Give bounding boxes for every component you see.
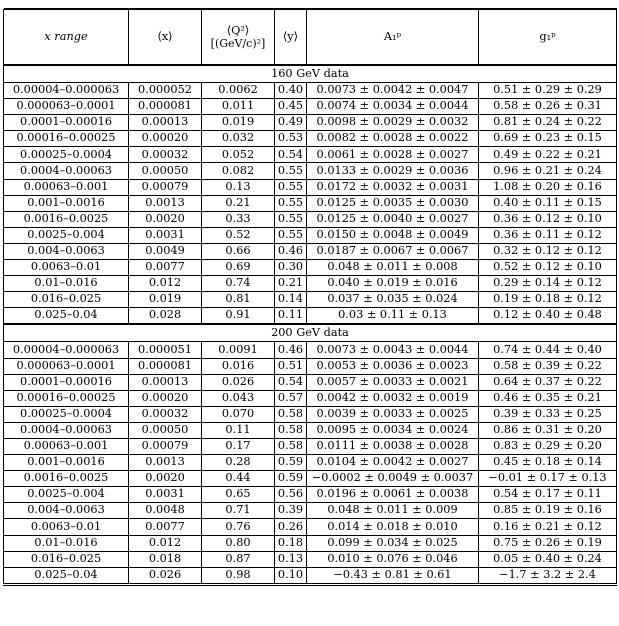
- cell-mean-y: 0.58: [275, 438, 307, 454]
- cell-mean-x: 0.0077: [129, 519, 202, 535]
- table-row: [4, 487, 617, 503]
- cell-mean-q2: 0.032: [202, 131, 275, 147]
- cell-g1p: 0.49 ± 0.22 ± 0.21: [479, 147, 617, 163]
- cell-mean-q2: 0.17: [202, 438, 275, 454]
- table-row: [4, 358, 617, 374]
- cell-mean-x: 0.000051: [129, 342, 202, 358]
- cell-mean-q2: 0.81: [202, 292, 275, 308]
- cell-a1p: 0.0074 ± 0.0034 ± 0.0044: [307, 99, 479, 115]
- cell-mean-q2: 0.74: [202, 276, 275, 292]
- table-row: [4, 519, 617, 535]
- cell-mean-y: 0.39: [275, 503, 307, 519]
- cell-g1p: 0.54 ± 0.17 ± 0.11: [479, 487, 617, 503]
- table-row: [4, 115, 617, 131]
- cell-a1p: 0.0187 ± 0.0067 ± 0.0067: [307, 243, 479, 259]
- cell-x-range: 0.0001–0.00016: [4, 374, 129, 390]
- cell-a1p: 0.048 ± 0.011 ± 0.009: [307, 503, 479, 519]
- cell-a1p: 0.010 ± 0.076 ± 0.046: [307, 551, 479, 567]
- cell-mean-x: 0.012: [129, 276, 202, 292]
- cell-g1p: 0.75 ± 0.26 ± 0.19: [479, 535, 617, 551]
- header-mean-q2-unit: [(GeV/c)²]: [210, 37, 266, 50]
- table-row: [4, 211, 617, 227]
- table-row: [4, 422, 617, 438]
- cell-mean-q2: 0.52: [202, 227, 275, 243]
- table-row: [4, 438, 617, 454]
- cell-mean-x: 0.00032: [129, 147, 202, 163]
- cell-g1p: 0.12 ± 0.40 ± 0.48: [479, 308, 617, 325]
- cell-mean-q2: 0.80: [202, 535, 275, 551]
- cell-mean-q2: 0.052: [202, 147, 275, 163]
- cell-x-range: 0.00063–0.001: [4, 179, 129, 195]
- cell-mean-y: 0.18: [275, 535, 307, 551]
- cell-mean-y: 0.57: [275, 390, 307, 406]
- cell-x-range: 0.0004–0.00063: [4, 422, 129, 438]
- cell-mean-x: 0.0077: [129, 260, 202, 276]
- cell-g1p: 0.36 ± 0.12 ± 0.10: [479, 211, 617, 227]
- table-row: [4, 503, 617, 519]
- cell-g1p: 0.29 ± 0.14 ± 0.12: [479, 276, 617, 292]
- cell-mean-x: 0.026: [129, 567, 202, 584]
- cell-x-range: 0.001–0.0016: [4, 455, 129, 471]
- cell-mean-q2: 0.043: [202, 390, 275, 406]
- cell-x-range: 0.000063–0.0001: [4, 358, 129, 374]
- cell-mean-y: 0.59: [275, 455, 307, 471]
- cell-g1p: 0.58 ± 0.39 ± 0.22: [479, 358, 617, 374]
- table-row: [4, 227, 617, 243]
- cell-a1p: 0.040 ± 0.019 ± 0.016: [307, 276, 479, 292]
- cell-mean-x: 0.000081: [129, 358, 202, 374]
- cell-a1p: −0.0002 ± 0.0049 ± 0.0037: [307, 471, 479, 487]
- cell-mean-x: 0.000052: [129, 83, 202, 99]
- cell-mean-y: 0.49: [275, 115, 307, 131]
- cell-g1p: 0.39 ± 0.33 ± 0.25: [479, 406, 617, 422]
- cell-mean-y: 0.53: [275, 131, 307, 147]
- cell-a1p: 0.0042 ± 0.0032 ± 0.0019: [307, 390, 479, 406]
- cell-a1p: 0.0150 ± 0.0048 ± 0.0049: [307, 227, 479, 243]
- cell-mean-x: 0.018: [129, 551, 202, 567]
- cell-g1p: 0.36 ± 0.11 ± 0.12: [479, 227, 617, 243]
- cell-mean-y: 0.55: [275, 195, 307, 211]
- cell-g1p: 0.19 ± 0.18 ± 0.12: [479, 292, 617, 308]
- cell-a1p: −0.43 ± 0.81 ± 0.61: [307, 567, 479, 584]
- cell-mean-y: 0.51: [275, 358, 307, 374]
- cell-mean-x: 0.0013: [129, 195, 202, 211]
- cell-mean-q2: 0.71: [202, 503, 275, 519]
- cell-g1p: 0.86 ± 0.31 ± 0.20: [479, 422, 617, 438]
- cell-mean-y: 0.21: [275, 276, 307, 292]
- cell-a1p: 0.0133 ± 0.0029 ± 0.0036: [307, 163, 479, 179]
- header-mean-y: ⟨y⟩: [275, 10, 307, 66]
- cell-mean-x: 0.028: [129, 308, 202, 325]
- table-row: [4, 292, 617, 308]
- cell-x-range: 0.025–0.04: [4, 308, 129, 325]
- cell-a1p: 0.0073 ± 0.0043 ± 0.0044: [307, 342, 479, 358]
- table-row: [4, 471, 617, 487]
- cell-mean-x: 0.0031: [129, 227, 202, 243]
- cell-a1p: 0.037 ± 0.035 ± 0.024: [307, 292, 479, 308]
- header-a1p: A₁ᵖ: [307, 10, 479, 66]
- cell-x-range: 0.000063–0.0001: [4, 99, 129, 115]
- cell-mean-q2: 0.0062: [202, 83, 275, 99]
- cell-x-range: 0.016–0.025: [4, 292, 129, 308]
- cell-g1p: 0.64 ± 0.37 ± 0.22: [479, 374, 617, 390]
- cell-mean-q2: 0.44: [202, 471, 275, 487]
- cell-mean-x: 0.0049: [129, 243, 202, 259]
- cell-mean-y: 0.56: [275, 487, 307, 503]
- cell-a1p: 0.0057 ± 0.0033 ± 0.0021: [307, 374, 479, 390]
- cell-mean-y: 0.46: [275, 243, 307, 259]
- cell-mean-q2: 0.011: [202, 99, 275, 115]
- cell-mean-y: 0.45: [275, 99, 307, 115]
- table-row: [4, 99, 617, 115]
- cell-mean-x: 0.00050: [129, 163, 202, 179]
- cell-g1p: 0.52 ± 0.12 ± 0.10: [479, 260, 617, 276]
- header-mean-x: ⟨x⟩: [129, 10, 202, 66]
- cell-mean-q2: 0.11: [202, 422, 275, 438]
- cell-a1p: 0.0053 ± 0.0036 ± 0.0023: [307, 358, 479, 374]
- cell-x-range: 0.0016–0.0025: [4, 471, 129, 487]
- cell-mean-q2: 0.0091: [202, 342, 275, 358]
- cell-mean-q2: 0.016: [202, 358, 275, 374]
- cell-mean-q2: 0.026: [202, 374, 275, 390]
- cell-mean-x: 0.019: [129, 292, 202, 308]
- cell-mean-y: 0.54: [275, 374, 307, 390]
- cell-mean-x: 0.00050: [129, 422, 202, 438]
- cell-mean-x: 0.0048: [129, 503, 202, 519]
- cell-a1p: 0.0082 ± 0.0028 ± 0.0022: [307, 131, 479, 147]
- cell-mean-y: 0.14: [275, 292, 307, 308]
- cell-g1p: 0.58 ± 0.26 ± 0.31: [479, 99, 617, 115]
- cell-x-range: 0.01–0.016: [4, 276, 129, 292]
- section-header-row: [4, 324, 617, 342]
- cell-g1p: 0.45 ± 0.18 ± 0.14: [479, 455, 617, 471]
- results-table: [3, 8, 617, 586]
- cell-mean-y: 0.55: [275, 211, 307, 227]
- cell-x-range: 0.016–0.025: [4, 551, 129, 567]
- cell-x-range: 0.004–0.0063: [4, 243, 129, 259]
- table-row: [4, 83, 617, 99]
- cell-g1p: 0.74 ± 0.44 ± 0.40: [479, 342, 617, 358]
- cell-x-range: 0.0016–0.0025: [4, 211, 129, 227]
- cell-g1p: −1.7 ± 3.2 ± 2.4: [479, 567, 617, 584]
- header-g1p: g₁ᵖ: [479, 10, 617, 66]
- cell-mean-y: 0.40: [275, 83, 307, 99]
- cell-mean-q2: 0.28: [202, 455, 275, 471]
- cell-mean-y: 0.11: [275, 308, 307, 325]
- table-row: [4, 243, 617, 259]
- table-row: [4, 390, 617, 406]
- cell-mean-x: 0.00032: [129, 406, 202, 422]
- cell-mean-x: 0.0031: [129, 487, 202, 503]
- cell-x-range: 0.0025–0.004: [4, 227, 129, 243]
- cell-mean-q2: 0.21: [202, 195, 275, 211]
- cell-mean-y: 0.59: [275, 471, 307, 487]
- cell-x-range: 0.004–0.0063: [4, 503, 129, 519]
- cell-x-range: 0.00016–0.00025: [4, 390, 129, 406]
- cell-mean-q2: 0.082: [202, 163, 275, 179]
- cell-mean-y: 0.58: [275, 422, 307, 438]
- cell-g1p: −0.01 ± 0.17 ± 0.13: [479, 471, 617, 487]
- section-header-row: [4, 65, 617, 83]
- cell-x-range: 0.00004–0.000063: [4, 83, 129, 99]
- cell-a1p: 0.0196 ± 0.0061 ± 0.0038: [307, 487, 479, 503]
- cell-mean-y: 0.10: [275, 567, 307, 584]
- cell-a1p: 0.0125 ± 0.0035 ± 0.0030: [307, 195, 479, 211]
- cell-mean-q2: 0.13: [202, 179, 275, 195]
- cell-g1p: 0.16 ± 0.21 ± 0.12: [479, 519, 617, 535]
- cell-a1p: 0.03 ± 0.11 ± 0.13: [307, 308, 479, 325]
- cell-g1p: 0.96 ± 0.21 ± 0.24: [479, 163, 617, 179]
- cell-g1p: 0.40 ± 0.11 ± 0.15: [479, 195, 617, 211]
- cell-x-range: 0.00025–0.0004: [4, 147, 129, 163]
- cell-x-range: 0.0063–0.01: [4, 260, 129, 276]
- table-row: [4, 260, 617, 276]
- cell-x-range: 0.0001–0.00016: [4, 115, 129, 131]
- cell-x-range: 0.00004–0.000063: [4, 342, 129, 358]
- cell-a1p: 0.0061 ± 0.0028 ± 0.0027: [307, 147, 479, 163]
- cell-x-range: 0.00025–0.0004: [4, 406, 129, 422]
- cell-x-range: 0.01–0.016: [4, 535, 129, 551]
- table-row: [4, 131, 617, 147]
- cell-mean-x: 0.0020: [129, 211, 202, 227]
- table-row: [4, 195, 617, 211]
- cell-mean-q2: 0.66: [202, 243, 275, 259]
- cell-a1p: 0.0073 ± 0.0042 ± 0.0047: [307, 83, 479, 99]
- table-row: [4, 567, 617, 584]
- cell-mean-y: 0.46: [275, 342, 307, 358]
- cell-mean-q2: 0.65: [202, 487, 275, 503]
- cell-a1p: 0.014 ± 0.018 ± 0.010: [307, 519, 479, 535]
- table-row: [4, 179, 617, 195]
- cell-mean-q2: 0.91: [202, 308, 275, 325]
- cell-mean-q2: 0.33: [202, 211, 275, 227]
- cell-mean-y: 0.13: [275, 551, 307, 567]
- cell-mean-y: 0.54: [275, 147, 307, 163]
- cell-g1p: 0.46 ± 0.35 ± 0.21: [479, 390, 617, 406]
- cell-mean-y: 0.55: [275, 163, 307, 179]
- cell-mean-y: 0.26: [275, 519, 307, 535]
- cell-mean-y: 0.55: [275, 179, 307, 195]
- table-row: [4, 455, 617, 471]
- cell-mean-q2: 0.98: [202, 567, 275, 584]
- table-row: [4, 147, 617, 163]
- data-table-container: [3, 8, 616, 586]
- cell-mean-x: 0.00020: [129, 131, 202, 147]
- cell-mean-q2: 0.69: [202, 260, 275, 276]
- cell-x-range: 0.0063–0.01: [4, 519, 129, 535]
- cell-g1p: 0.05 ± 0.40 ± 0.24: [479, 551, 617, 567]
- table-row: [4, 535, 617, 551]
- cell-g1p: 0.51 ± 0.29 ± 0.29: [479, 83, 617, 99]
- cell-a1p: 0.0172 ± 0.0032 ± 0.0031: [307, 179, 479, 195]
- cell-a1p: 0.099 ± 0.034 ± 0.025: [307, 535, 479, 551]
- cell-mean-x: 0.00013: [129, 374, 202, 390]
- cell-mean-q2: 0.070: [202, 406, 275, 422]
- cell-mean-x: 0.012: [129, 535, 202, 551]
- cell-mean-q2: 0.76: [202, 519, 275, 535]
- table-row: [4, 276, 617, 292]
- table-row: [4, 308, 617, 325]
- cell-g1p: 0.85 ± 0.19 ± 0.16: [479, 503, 617, 519]
- cell-g1p: 0.69 ± 0.23 ± 0.15: [479, 131, 617, 147]
- table-row: [4, 163, 617, 179]
- cell-a1p: 0.0125 ± 0.0040 ± 0.0027: [307, 211, 479, 227]
- cell-mean-y: 0.30: [275, 260, 307, 276]
- cell-a1p: 0.0104 ± 0.0042 ± 0.0027: [307, 455, 479, 471]
- cell-mean-x: 0.000081: [129, 99, 202, 115]
- header-mean-q2-label: ⟨Q²⟩: [226, 24, 250, 37]
- cell-a1p: 0.0095 ± 0.0034 ± 0.0024: [307, 422, 479, 438]
- cell-x-range: 0.0004–0.00063: [4, 163, 129, 179]
- table-row: [4, 406, 617, 422]
- cell-mean-x: 0.00079: [129, 438, 202, 454]
- table-body: [4, 65, 617, 584]
- table-row: [4, 551, 617, 567]
- section-title: 160 GeV data: [4, 65, 617, 83]
- cell-x-range: 0.001–0.0016: [4, 195, 129, 211]
- cell-a1p: 0.0098 ± 0.0029 ± 0.0032: [307, 115, 479, 131]
- cell-mean-x: 0.0013: [129, 455, 202, 471]
- cell-g1p: 0.83 ± 0.29 ± 0.20: [479, 438, 617, 454]
- cell-mean-x: 0.00079: [129, 179, 202, 195]
- cell-g1p: 0.81 ± 0.24 ± 0.22: [479, 115, 617, 131]
- cell-mean-x: 0.00020: [129, 390, 202, 406]
- table-header: [4, 9, 617, 66]
- cell-mean-y: 0.55: [275, 227, 307, 243]
- cell-x-range: 0.025–0.04: [4, 567, 129, 584]
- table-row: [4, 342, 617, 358]
- cell-mean-q2: 0.87: [202, 551, 275, 567]
- cell-mean-x: 0.0020: [129, 471, 202, 487]
- cell-a1p: 0.0039 ± 0.0033 ± 0.0025: [307, 406, 479, 422]
- cell-a1p: 0.0111 ± 0.0038 ± 0.0028: [307, 438, 479, 454]
- header-x-range: x range: [4, 10, 129, 66]
- cell-g1p: 0.32 ± 0.12 ± 0.12: [479, 243, 617, 259]
- header-mean-q2: [202, 10, 275, 66]
- section-title: 200 GeV data: [4, 324, 617, 342]
- table-row: [4, 374, 617, 390]
- cell-a1p: 0.048 ± 0.011 ± 0.008: [307, 260, 479, 276]
- cell-mean-q2: 0.019: [202, 115, 275, 131]
- cell-x-range: 0.0025–0.004: [4, 487, 129, 503]
- cell-mean-x: 0.00013: [129, 115, 202, 131]
- cell-x-range: 0.00063–0.001: [4, 438, 129, 454]
- cell-x-range: 0.00016–0.00025: [4, 131, 129, 147]
- cell-mean-y: 0.58: [275, 406, 307, 422]
- cell-g1p: 1.08 ± 0.20 ± 0.16: [479, 179, 617, 195]
